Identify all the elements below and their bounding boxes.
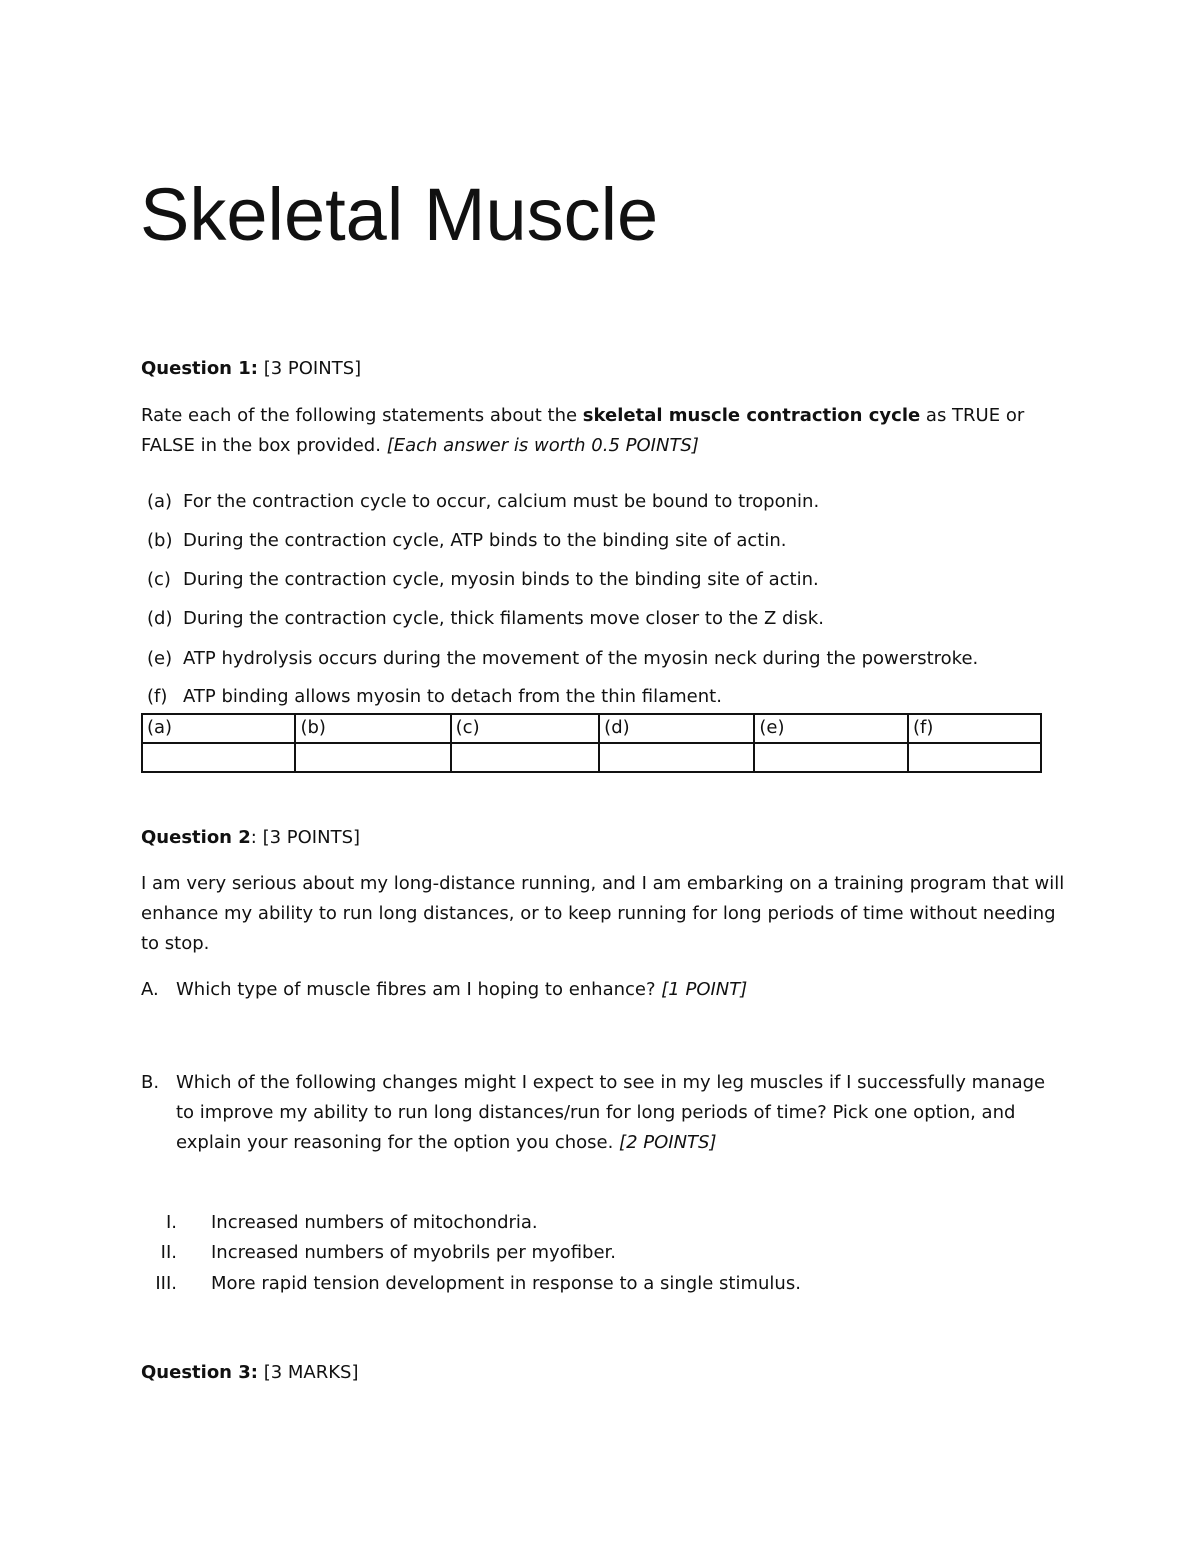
page-title: Skeletal Muscle [140, 173, 659, 256]
statement-text: ATP hydrolysis occurs during the movement of the myosin neck during the powerstroke. [183, 648, 979, 669]
question-1-points: [3 POINTS] [257, 358, 362, 379]
statement-e [147, 648, 978, 669]
option-text: Increased numbers of mitochondria. [211, 1212, 538, 1233]
statement-text: For the contraction cycle to occur, calcium must be bound to troponin. [183, 491, 820, 512]
question-3-heading [141, 1362, 359, 1383]
statement-text: During the contraction cycle, myosin binds to the binding site of actin. [183, 569, 819, 590]
statement-label: (c) [147, 569, 171, 590]
answer-box-d[interactable] [599, 743, 754, 772]
intro-points-note: [Each answer is worth 0.5 POINTS] [386, 435, 699, 456]
question-1-intro [141, 401, 1071, 461]
question-2-heading [141, 827, 360, 848]
question-2-part-b [141, 1068, 1046, 1158]
option-number: III. [155, 1273, 177, 1294]
answer-header-d: (d) [599, 714, 754, 743]
option-text: Increased numbers of myobrils per myofiber. [211, 1242, 616, 1263]
answer-table [141, 713, 1042, 773]
statement-c [147, 569, 819, 590]
question-3-label: Question 3: [141, 1362, 258, 1383]
answer-box-f[interactable] [908, 743, 1041, 772]
statement-text: ATP binding allows myosin to detach from the thin filament. [183, 686, 722, 707]
answer-header-a: (a) [142, 714, 295, 743]
statement-label: (b) [147, 530, 173, 551]
answer-table-input-row [142, 743, 1041, 772]
part-a-label: A. [141, 979, 159, 1000]
option-number: I. [165, 1212, 177, 1233]
option-number: II. [160, 1242, 177, 1263]
answer-box-b[interactable] [295, 743, 450, 772]
answer-box-c[interactable] [451, 743, 600, 772]
answer-table-header-row [142, 714, 1041, 743]
part-a-points: [1 POINT] [661, 979, 748, 1000]
statement-f [147, 686, 722, 707]
part-b-points: [2 POINTS] [619, 1132, 717, 1153]
statement-label: (a) [147, 491, 173, 512]
question-3-points: [3 MARKS] [257, 1362, 359, 1383]
part-b-label: B. [141, 1072, 160, 1093]
question-1-label: Question 1: [141, 358, 258, 379]
intro-text: Rate each of the following statements about the [141, 405, 583, 426]
answer-box-e[interactable] [754, 743, 908, 772]
question-2-part-a [141, 975, 1071, 1005]
intro-bold-text: skeletal muscle contraction cycle [582, 405, 921, 426]
statement-d [147, 608, 824, 629]
question-2-label: Question 2 [141, 827, 251, 848]
option-ii [141, 1242, 616, 1263]
intro-text-2: as TRUE or FALSE in the box provided. [141, 405, 1025, 456]
statement-b [147, 530, 787, 551]
question-2-intro: I am very serious about my long-distance running, and I am embarking on a training program that will enhance my ability to run long distances, or to keep running for long periods of time without needing to stop. [141, 873, 1065, 954]
statement-text: During the contraction cycle, ATP binds to the binding site of actin. [183, 530, 787, 551]
answer-header-b: (b) [295, 714, 450, 743]
answer-box-a[interactable] [142, 743, 295, 772]
part-b-text: Which of the following changes might I expect to see in my leg muscles if I successfully manage to improve my ability to run long distances/run for long periods of time? Pick one option, and explain your reasoning for the option you chose. [176, 1072, 1046, 1153]
answer-header-c: (c) [451, 714, 600, 743]
option-iii [141, 1273, 801, 1294]
statement-text: During the contraction cycle, thick filaments move closer to the Z disk. [183, 608, 824, 629]
answer-header-e: (e) [754, 714, 908, 743]
question-2-points: : [3 POINTS] [250, 827, 361, 848]
answer-header-f: (f) [908, 714, 1041, 743]
statement-label: (e) [147, 648, 173, 669]
statement-a [147, 491, 819, 512]
part-a-text: Which type of muscle fibres am I hoping to enhance? [176, 979, 662, 1000]
option-i [141, 1212, 538, 1233]
statement-label: (f) [147, 686, 168, 707]
question-1-heading [141, 358, 361, 379]
option-text: More rapid tension development in response to a single stimulus. [211, 1273, 801, 1294]
statement-label: (d) [147, 608, 173, 629]
